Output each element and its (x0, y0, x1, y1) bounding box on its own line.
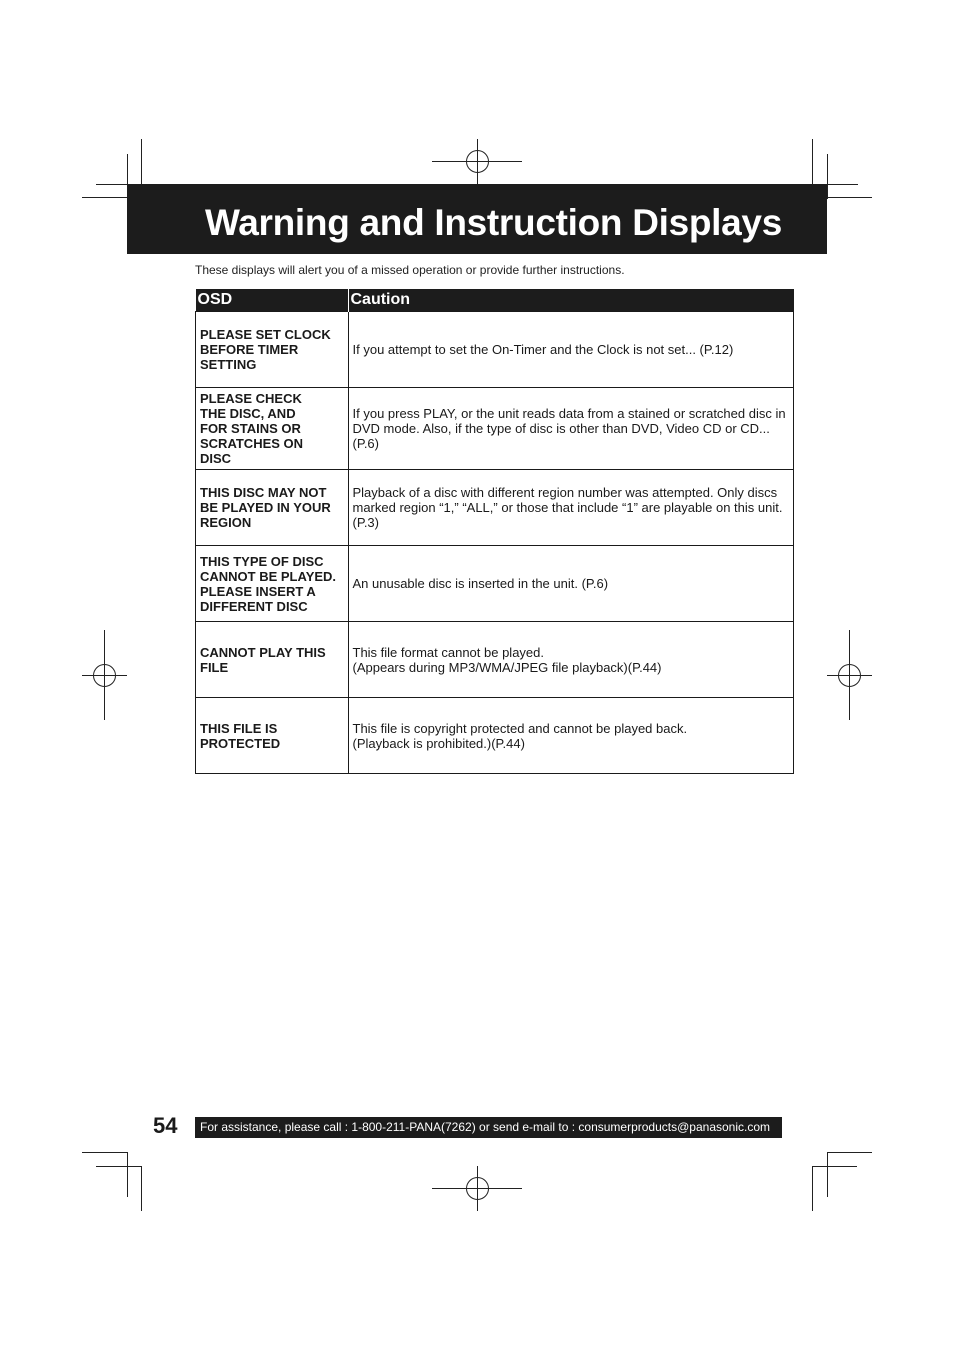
registration-mark (466, 1177, 489, 1200)
caution-text: This file format cannot be played. (Appears during MP3/WMA/JPEG file playback)(P.44) (352, 644, 662, 675)
page-number: 54 (153, 1113, 178, 1138)
osd-message (196, 698, 349, 774)
crop-mark (827, 197, 872, 198)
registration-mark (93, 664, 116, 687)
caution-text: If you attempt to set the On-Timer and the Clock is not set... (P.12) (352, 342, 734, 357)
table-row (196, 312, 794, 388)
table-row (196, 546, 794, 622)
caution-description (348, 470, 794, 546)
osd-message (196, 622, 349, 698)
table-header-row (196, 289, 794, 312)
page-title: Warning and Instruction Displays (205, 202, 782, 243)
caution-text: This file is copyright protected and cannot be played back. (Playback is prohibited.)(P.44) (352, 720, 688, 751)
crop-mark (812, 1166, 857, 1167)
crop-mark (827, 184, 858, 185)
caution-description (348, 388, 794, 470)
caution-description (348, 622, 794, 698)
osd-text: THIS FILE IS PROTECTED (200, 720, 281, 751)
column-header-osd: OSD (196, 289, 349, 312)
table-row (196, 622, 794, 698)
osd-text: CANNOT PLAY THIS FILE (200, 644, 326, 675)
osd-message (196, 546, 349, 622)
crop-mark (827, 1152, 828, 1197)
caution-text: An unusable disc is inserted in the unit. (P.6) (352, 576, 609, 591)
crop-mark (82, 1152, 127, 1153)
table-row (196, 388, 794, 470)
caution-description (348, 698, 794, 774)
caution-description (348, 546, 794, 622)
title-banner (127, 184, 827, 254)
caution-text: Playback of a disc with different region number was attempted. Only discs marked region “1,” “ALL,” or those that include “1” are playable on this unit. (P.3) (352, 485, 783, 530)
crop-mark (141, 1166, 142, 1211)
crop-mark (827, 1152, 872, 1153)
warning-table (195, 289, 794, 774)
column-header-caution: Caution (348, 289, 794, 312)
table-row (196, 470, 794, 546)
crop-mark (96, 1166, 141, 1167)
crop-mark (127, 1152, 128, 1197)
registration-mark (466, 150, 489, 173)
osd-message (196, 388, 349, 470)
osd-text: THIS DISC MAY NOT BE PLAYED IN YOUR REGION (200, 485, 331, 530)
caution-description (348, 312, 794, 388)
osd-message (196, 312, 349, 388)
crop-mark (96, 184, 127, 185)
table-row (196, 698, 794, 774)
crop-mark (82, 197, 127, 198)
registration-mark (838, 664, 861, 687)
assistance-footer: For assistance, please call : 1-800-211-PANA(7262) or send e-mail to : consumerproducts@panasonic.com (195, 1117, 782, 1138)
osd-text: PLEASE SET CLOCK BEFORE TIMER SETTING (200, 327, 331, 372)
osd-text: PLEASE CHECK THE DISC, AND FOR STAINS OR SCRATCHES ON DISC (200, 391, 304, 466)
intro-text: These displays will alert you of a missed operation or provide further instructions. (195, 263, 625, 277)
caution-text: If you press PLAY, or the unit reads data from a stained or scratched disc in DVD mode. Also, if the type of disc is other than DVD, Video CD or CD... (P.6) (352, 406, 786, 451)
crop-mark (827, 154, 828, 199)
crop-mark (812, 1166, 813, 1211)
osd-text: THIS TYPE OF DISC CANNOT BE PLAYED. PLEASE INSERT A DIFFERENT DISC (200, 553, 337, 614)
osd-message (196, 470, 349, 546)
